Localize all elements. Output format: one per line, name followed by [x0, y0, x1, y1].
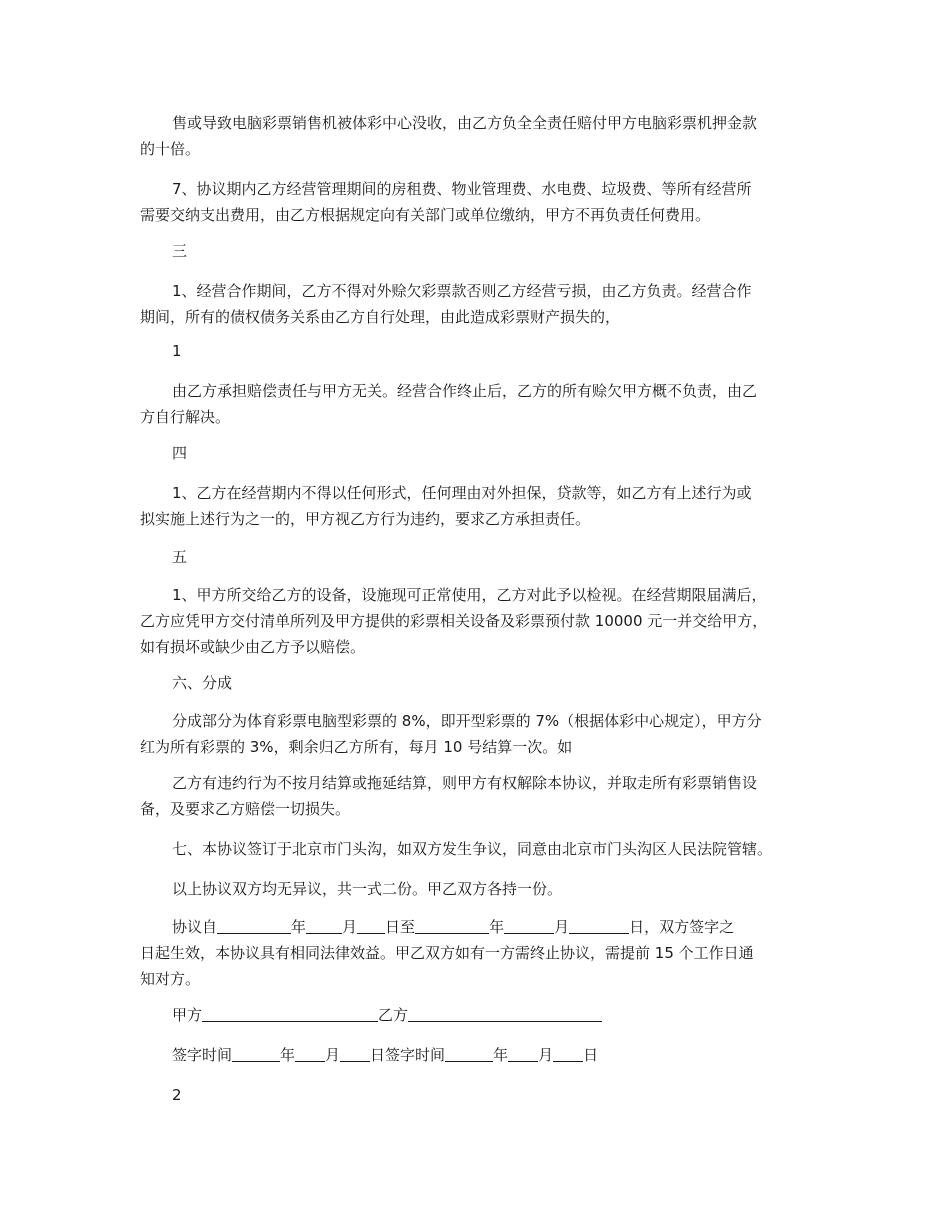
text-line: 备，及要求乙方赔偿一切损失。 [140, 800, 351, 818]
sign-day-1: 日签字时间 [370, 1046, 446, 1064]
section-heading-6 [140, 670, 820, 696]
paragraph-section-4-clause-1 [140, 480, 820, 532]
signature-row [140, 1002, 820, 1028]
sign-month-1: 月 [325, 1046, 341, 1064]
text-line: 的十倍。 [140, 140, 201, 158]
text-line: 日起生效，本协议具有相同法律效益。甲乙双方如有一方需终止协议，需提前 15 个工作日通 [140, 944, 754, 962]
paragraph-copies [140, 876, 820, 902]
text-line: 拟实施上述行为之一的，甲方视乙方行为违约，要求乙方承担责任。 [140, 510, 591, 528]
page-number-1 [140, 338, 820, 364]
text-line: 七、本协议签订于北京市门头沟，如双方发生争议，同意由北京市门头沟区人民法院管辖。 [172, 840, 773, 858]
text-line: 售或导致电脑彩票销售机被体彩中心没收，由乙方负全全责任赔付甲方电脑彩票机押金款 [172, 114, 758, 132]
end-day-blank[interactable] [569, 915, 629, 934]
text-line: 需要交纳支出费用，由乙方根据规定向有关部门或单位缴纳，甲方不再负责任何费用。 [140, 206, 711, 224]
start-day-blank[interactable] [357, 915, 385, 934]
sign-day-2-blank[interactable] [553, 1043, 583, 1062]
sign-time-label-1: 签字时间 [172, 1046, 233, 1064]
paragraph-clause-7-fees [140, 176, 820, 228]
term-year-2: 年 [489, 918, 505, 936]
text-line: 红为所有彩票的 3%，剩余归乙方所有，每月 10 号结算一次。如 [140, 738, 573, 756]
paragraph-compensation [140, 378, 820, 430]
heading-text: 四 [172, 444, 188, 462]
signing-date-line [140, 1042, 820, 1068]
sign-year-2: 年 [493, 1046, 509, 1064]
text-line: 如有损坏或缺少由乙方予以赔偿。 [140, 638, 366, 656]
page-number-text: 1 [172, 342, 182, 360]
text-line: 7、协议期内乙方经营管理期间的房租费、物业管理费、水电费、垃圾费、等所有经营所 [172, 180, 752, 198]
sign-month-1-blank[interactable] [295, 1043, 325, 1062]
page-number-text: 2 [172, 1086, 182, 1104]
end-year-blank[interactable] [415, 915, 489, 934]
term-line [140, 914, 820, 940]
text-line: 以上协议双方均无异议，共一式二份。甲乙双方各持一份。 [172, 880, 563, 898]
term-year-1: 年 [291, 918, 307, 936]
party-a-label: 甲方 [172, 1006, 203, 1024]
paragraph-section-7-jurisdiction [140, 836, 820, 862]
sign-month-2-blank[interactable] [508, 1043, 538, 1062]
term-day-1: 日至 [385, 918, 416, 936]
term-month-1: 月 [342, 918, 358, 936]
text-line: 期间，所有的债权债务关系由乙方自行处理，由此造成彩票财产损失的， [140, 308, 621, 326]
text-line: 1、经营合作期间，乙方不得对外赊欠彩票款否则乙方经营亏损，由乙方负责。经营合作 [172, 282, 752, 300]
party-a-signature-blank[interactable] [202, 1003, 378, 1022]
signature-line [140, 1002, 820, 1028]
sign-day-2: 日 [583, 1046, 599, 1064]
heading-text: 三 [172, 242, 188, 260]
section-heading-4 [140, 440, 820, 466]
term-month-2: 月 [554, 918, 570, 936]
signing-date-row [140, 1042, 820, 1068]
paragraph-confiscation-liability [140, 110, 820, 162]
text-line: 知对方。 [140, 970, 201, 988]
paragraph-agreement-term [140, 914, 820, 992]
heading-text: 六、分成 [172, 674, 233, 692]
sign-month-2: 月 [538, 1046, 554, 1064]
page-number-2 [140, 1082, 820, 1108]
text-line: 1、甲方所交给乙方的设备，设施现可正常使用，乙方对此予以检视。在经营期限届满后， [172, 586, 767, 604]
term-day-2: 日，双方签字之 [629, 918, 735, 936]
sign-year-1-blank[interactable] [232, 1043, 280, 1062]
sign-year-1: 年 [280, 1046, 296, 1064]
paragraph-section-3-clause-1 [140, 278, 820, 330]
end-month-blank[interactable] [504, 915, 554, 934]
section-heading-5 [140, 544, 820, 570]
heading-text: 五 [172, 548, 188, 566]
text-line: 乙方应凭甲方交付清单所列及甲方提供的彩票相关设备及彩票预付款 10000 元一并交给甲方， [140, 612, 768, 630]
paragraph-breach [140, 770, 820, 822]
paragraph-section-5-clause-1 [140, 582, 820, 660]
text-line: 1、乙方在经营期内不得以任何形式，任何理由对外担保，贷款等，如乙方有上述行为或 [172, 484, 752, 502]
sign-year-2-blank[interactable] [445, 1043, 493, 1062]
text-line: 分成部分为体育彩票电脑型彩票的 8%，即开型彩票的 7%（根据体彩中心规定），甲方分 [172, 712, 762, 730]
sign-day-1-blank[interactable] [340, 1043, 370, 1062]
paragraph-revenue-share [140, 708, 820, 760]
term-prefix: 协议自 [172, 918, 218, 936]
text-line: 方自行解决。 [140, 408, 231, 426]
party-b-signature-blank[interactable] [408, 1003, 602, 1022]
party-b-label: 乙方 [378, 1006, 409, 1024]
start-year-blank[interactable] [217, 915, 291, 934]
start-month-blank[interactable] [306, 915, 342, 934]
text-line: 乙方有违约行为不按月结算或拖延结算，则甲方有权解除本协议，并取走所有彩票销售设 [172, 774, 758, 792]
text-line: 由乙方承担赔偿责任与甲方无关。经营合作终止后，乙方的所有赊欠甲方概不负责，由乙 [172, 382, 758, 400]
section-heading-3 [140, 238, 820, 264]
